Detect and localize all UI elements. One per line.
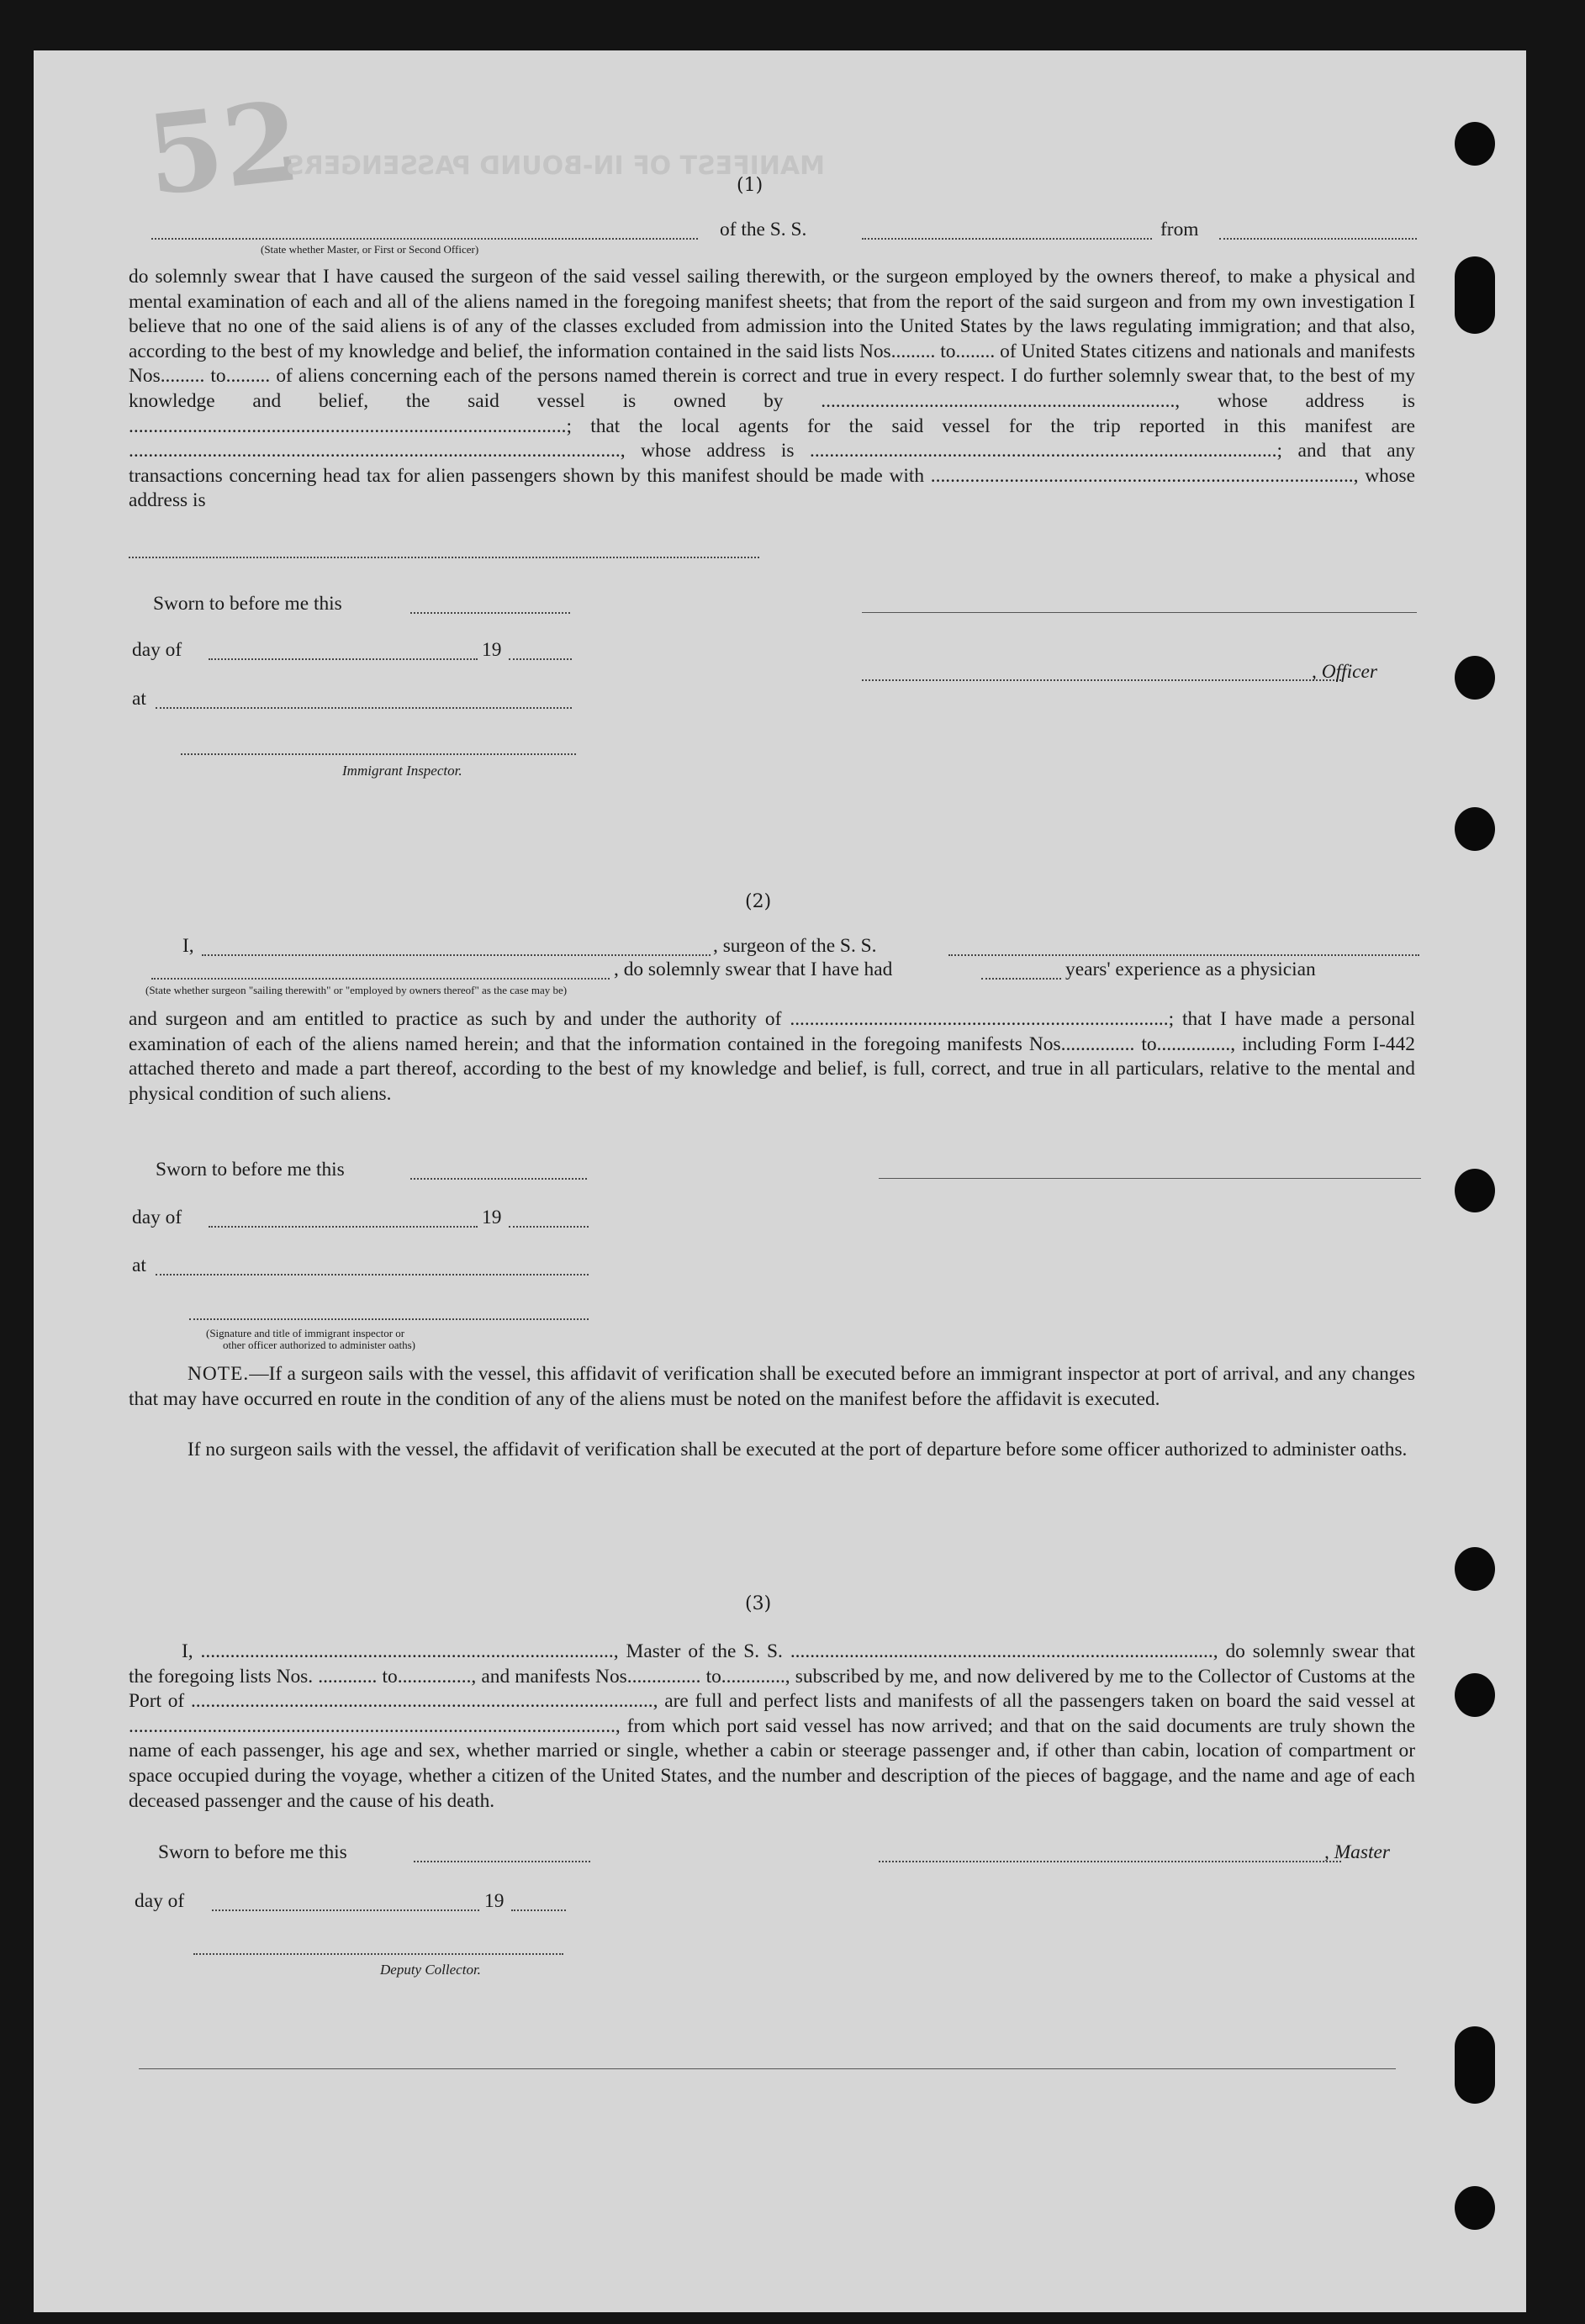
inspector-signature-line — [181, 753, 576, 755]
collector-label: Deputy Collector. — [380, 1962, 481, 1978]
section-2-oath: and surgeon and am entitled to practice as such by and under the authority of .............................................................................; that I have made a personal examination of each of the aliens named herein; and that the information contained in the foregoing manifests Nos............... to..............., including Form I-442 attached thereto and made a part thereof, according to the best of my knowledge and belief, is full, correct, and true in all particulars, relative to the mental and physical condition of such aliens. — [129, 1008, 1415, 1105]
officer-signature-line — [862, 679, 1341, 681]
surgeon-type-note: (State whether surgeon "sailing therewith" or "employed by owners thereof" as the case may be) — [145, 984, 568, 996]
authorizing-officer-line — [189, 1318, 589, 1320]
bottom-rule — [139, 2068, 1396, 2069]
punch-hole — [1455, 807, 1495, 851]
note-label: NOTE. — [188, 1363, 250, 1385]
surgeon-vessel-line — [948, 954, 1419, 956]
at-line-2 — [156, 1274, 589, 1276]
vessel-name-line — [862, 238, 1152, 240]
i-label: I, — [182, 935, 194, 957]
officer-label: , Officer — [1312, 661, 1377, 683]
punch-hole — [1455, 1673, 1495, 1717]
surgeon-type-line — [151, 978, 610, 980]
sworn-date-line — [410, 612, 570, 614]
sworn-label-3: Sworn to before me this — [158, 1841, 347, 1863]
at-line — [156, 707, 572, 709]
years-experience-label: years' experience as a physician — [1065, 959, 1316, 980]
of-the-ss-label: of the S. S. — [720, 219, 807, 240]
day-of-label: day of — [132, 639, 182, 661]
punch-hole — [1455, 656, 1495, 700]
punch-hole — [1455, 256, 1495, 334]
from-port-line — [1219, 238, 1417, 240]
year-label-3: 19 — [484, 1890, 505, 1912]
surgeon-of-label: , surgeon of the S. S. — [713, 935, 877, 957]
section-2-note-2: If no surgeon sails with the vessel, the affidavit of verification shall be executed at the port of departure before some officer authorized to administer oaths. — [188, 1439, 1408, 1460]
year-line — [509, 658, 572, 660]
day-of-label-3: day of — [135, 1890, 185, 1912]
sworn-date-line-3 — [414, 1861, 590, 1862]
address-line — [129, 557, 759, 558]
day-line — [209, 658, 478, 660]
master-signature-line — [879, 1861, 1341, 1862]
sworn-date-line-2 — [410, 1178, 587, 1180]
section-3-oath: I, ...................................................................................., Master of the S. S. ......................................................................................, do solemnly swear that the foregoing lists Nos. ............ to..............., and manifests Nos............... to............., subscribed by me, and now delivered by me to the Collector of Customs at the Port of .............................................................................................., are full and perfect lists and manifests of all the passengers taken on board the said vessel at ..................................................................................................., from which port said vessel has now arrived; and that on the said documents are truly shown the name of each passenger, his age and sex, whether married or single, whether a cabin or steerage passenger and, if other than cabin, location of compartment or space occupied during the voyage, whether a citizen of the United States, and the number and description of the pieces of baggage, and the name and age of each deceased passenger and the cause of his death. — [129, 1640, 1415, 1812]
sworn-label-2: Sworn to before me this — [156, 1159, 345, 1180]
section-1-oath: do solemnly swear that I have caused the surgeon of the said vessel sailing therewith, or the surgeon employed by the owners thereof, to make a physical and mental examination of each and all of the aliens named in the foregoing manifest sheets; that from the report of the said surgeon and from my own investigation I believe that no one of the said aliens is of any of the classes excluded from admission into the United States by the laws regulating immigration; and that also, according to the best of my knowledge and belief, the information contained in the said lists Nos......... to........ of United States citizens and nationals and manifests Nos......... to......... of aliens concerning each of the persons named therein is correct and true in every respect. I do further solemnly swear that, to the best of my knowledge and belief, the said vessel is owned by ........................................................................, whose address is .........................................................................................; that the local agents for the said vessel for the trip reported in this manifest are ...................................................................................................., whose address is ...............................................................................................; and that any transactions concerning head tax for alien passengers shown by this manifest should be made with ......................................................................................, whose address is — [129, 266, 1415, 512]
ghost-header-text: MANIFEST OF IN-BOUND PASSENGERS — [286, 151, 825, 181]
day-of-label-2: day of — [132, 1207, 182, 1228]
form-page — [34, 50, 1526, 2312]
collector-signature-line — [193, 1953, 563, 1955]
inspector-label: Immigrant Inspector. — [342, 763, 462, 779]
ghost-page-number: 52 — [140, 76, 306, 221]
section-1-number: (1) — [737, 175, 763, 196]
sworn-label: Sworn to before me this — [153, 593, 342, 615]
from-label: from — [1160, 219, 1199, 240]
section-3-number: (3) — [745, 1593, 772, 1614]
surgeon-name-line — [202, 954, 711, 956]
punch-hole — [1455, 1547, 1495, 1591]
sig-note-line-1: (Signature and title of immigrant inspector or — [206, 1327, 405, 1339]
years-line — [981, 978, 1061, 980]
sig-note-line-2: other officer authorized to administer oaths) — [223, 1339, 415, 1351]
punch-hole — [1455, 1169, 1495, 1212]
year-line-2 — [509, 1226, 589, 1228]
punch-hole — [1455, 2026, 1495, 2104]
officer-rank-note: (State whether Master, or First or Second Officer) — [261, 243, 479, 256]
note-text: —If a surgeon sails with the vessel, this affidavit of verification shall be executed before an immigrant inspector at port of arrival, and any changes that may have occurred en route in the condition of any of the aliens must be noted on the manifest before the affidavit is executed. — [129, 1363, 1415, 1410]
punch-hole — [1455, 122, 1495, 166]
day-line-2 — [209, 1226, 478, 1228]
master-label: , Master — [1324, 1841, 1390, 1863]
solemnly-swear-label: , do solemnly swear that I have had — [614, 959, 893, 980]
at-label-2: at — [132, 1254, 146, 1276]
year-label-2: 19 — [482, 1207, 502, 1228]
day-line-3 — [212, 1909, 479, 1911]
section-2-note — [129, 1362, 1415, 1412]
at-label: at — [132, 688, 146, 710]
year-line-3 — [511, 1909, 566, 1911]
surgeon-signature-line — [879, 1178, 1421, 1179]
year-label: 19 — [482, 639, 502, 661]
officer-name-line — [151, 238, 698, 240]
section-2-number: (2) — [745, 891, 772, 912]
signature-line — [862, 612, 1417, 613]
punch-hole — [1455, 2186, 1495, 2230]
